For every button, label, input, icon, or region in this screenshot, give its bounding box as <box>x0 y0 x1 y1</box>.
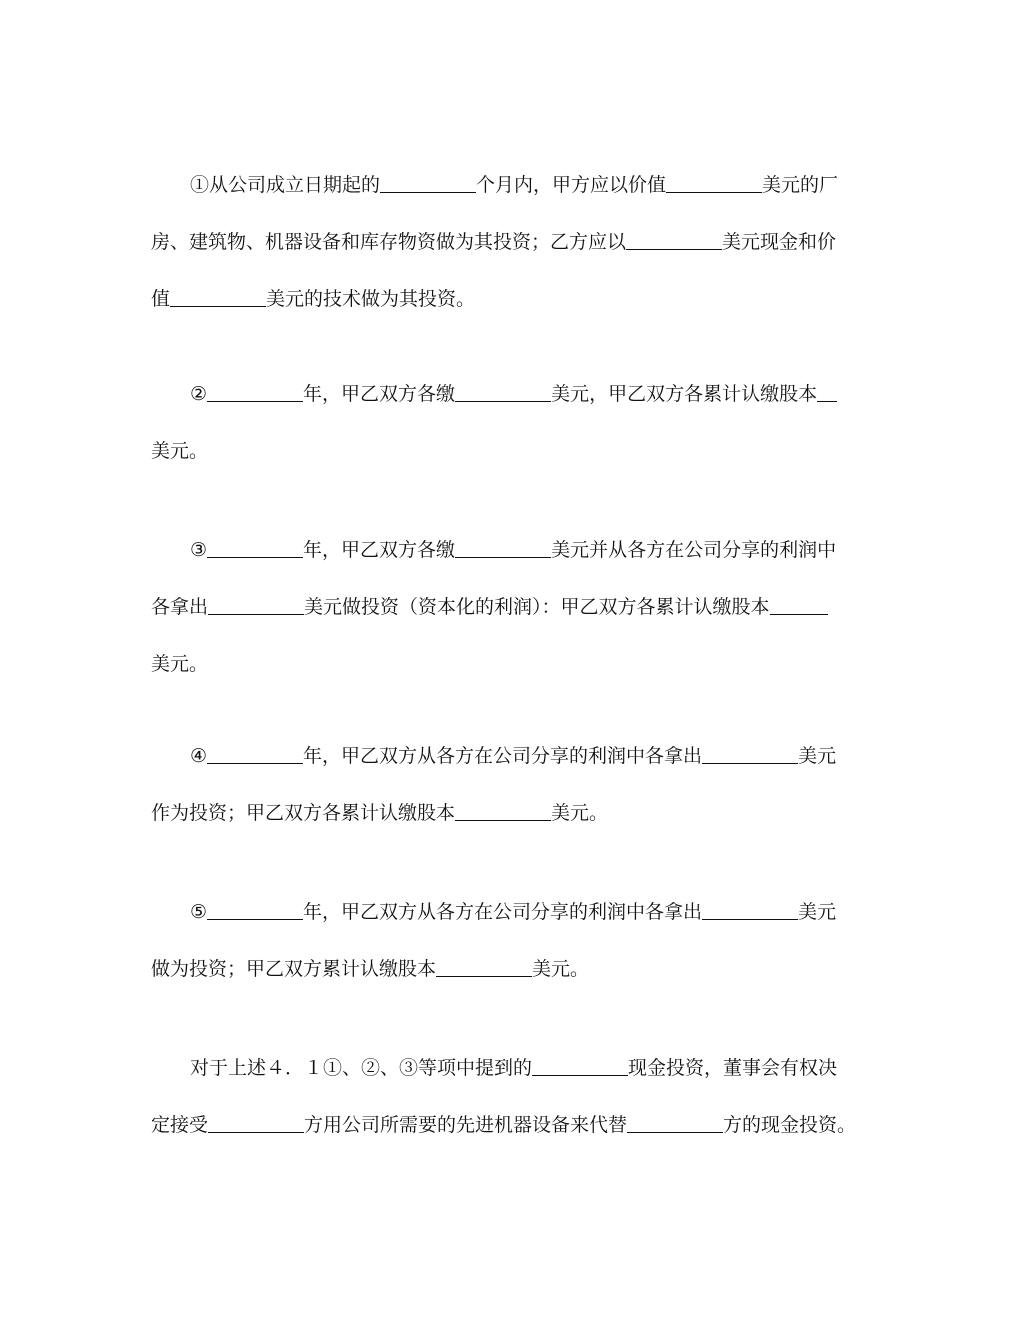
text-line <box>151 437 881 465</box>
text-segment: 美元做投资（资本化的利润）：甲乙双方各累计认缴股本 <box>304 596 770 618</box>
clause-2 <box>151 380 881 465</box>
text-segment: ①从公司成立日期起的 <box>190 174 381 196</box>
text-line <box>151 171 881 199</box>
fill-in-blank <box>207 539 303 558</box>
text-segment: 值 <box>151 288 171 310</box>
fill-in-blank <box>380 174 476 193</box>
fill-in-blank <box>770 596 828 615</box>
text-segment: 现金投资，董事会有权决 <box>628 1057 838 1079</box>
fill-in-blank <box>455 539 551 558</box>
fill-in-blank <box>627 1114 723 1133</box>
text-line <box>151 1111 881 1139</box>
fill-in-blank <box>436 958 532 977</box>
fill-in-blank <box>702 745 798 764</box>
text-segment: 美元的厂 <box>762 174 839 196</box>
text-segment: 美元。 <box>551 802 609 824</box>
text-segment: 做为投资；甲乙双方累计认缴股本 <box>151 958 437 980</box>
text-segment: 年，甲乙双方各缴 <box>303 383 456 405</box>
text-segment: 美元，甲乙双方各累计认缴股本 <box>551 383 818 405</box>
fill-in-blank <box>207 901 303 920</box>
fill-in-blank <box>702 901 798 920</box>
text-line <box>151 742 881 770</box>
text-line <box>151 955 881 983</box>
text-segment: 作为投资；甲乙双方各累计认缴股本 <box>151 802 456 824</box>
text-segment: 美元并从各方在公司分享的利润中 <box>551 539 837 561</box>
text-segment: 年，甲乙双方从各方在公司分享的利润中各拿出 <box>303 745 703 767</box>
text-line <box>151 799 881 827</box>
text-line <box>151 650 881 678</box>
text-segment: 房、建筑物、机器设备和库存物资做为其投资；乙方应以 <box>151 231 627 253</box>
text-segment: 对于上述４．１①、②、③等项中提到的 <box>190 1057 533 1079</box>
text-segment: ③ <box>190 539 208 561</box>
text-segment: ② <box>190 383 208 405</box>
fill-in-blank <box>208 1114 304 1133</box>
text-segment: 美元 <box>798 901 837 923</box>
text-segment: 美元。 <box>151 653 209 675</box>
text-segment: 美元。 <box>532 958 590 980</box>
text-line <box>151 536 881 564</box>
text-segment: 美元。 <box>151 440 209 462</box>
fill-in-blank <box>207 383 303 402</box>
text-segment: 美元 <box>798 745 837 767</box>
text-line <box>151 228 881 256</box>
fill-in-blank <box>207 745 303 764</box>
text-line <box>151 285 881 313</box>
text-segment: 方的现金投资。 <box>723 1114 857 1136</box>
text-segment: 方用公司所需要的先进机器设备来代替 <box>304 1114 628 1136</box>
text-line <box>151 898 881 926</box>
fill-in-blank <box>817 383 837 402</box>
clause-investment-replacement <box>151 1054 881 1139</box>
fill-in-blank <box>170 288 266 307</box>
text-segment: 年，甲乙双方从各方在公司分享的利润中各拿出 <box>303 901 703 923</box>
fill-in-blank <box>532 1057 628 1076</box>
fill-in-blank <box>666 174 762 193</box>
text-line <box>151 380 881 408</box>
fill-in-blank <box>455 383 551 402</box>
text-segment: ⑤ <box>190 901 208 923</box>
text-segment: 个月内，甲方应以价值 <box>476 174 667 196</box>
clause-3 <box>151 536 881 678</box>
fill-in-blank <box>626 231 722 250</box>
text-segment: 定接受 <box>151 1114 209 1136</box>
text-line <box>151 1054 881 1082</box>
text-segment: 各拿出 <box>151 596 209 618</box>
fill-in-blank <box>208 596 304 615</box>
fill-in-blank <box>455 802 551 821</box>
text-segment: ④ <box>190 745 208 767</box>
text-segment: 年，甲乙双方各缴 <box>303 539 456 561</box>
text-segment: 美元现金和价 <box>722 231 837 253</box>
clause-4 <box>151 742 881 827</box>
text-segment: 美元的技术做为其投资。 <box>266 288 476 310</box>
clause-5 <box>151 898 881 983</box>
clause-1 <box>151 171 881 313</box>
text-line <box>151 593 881 621</box>
